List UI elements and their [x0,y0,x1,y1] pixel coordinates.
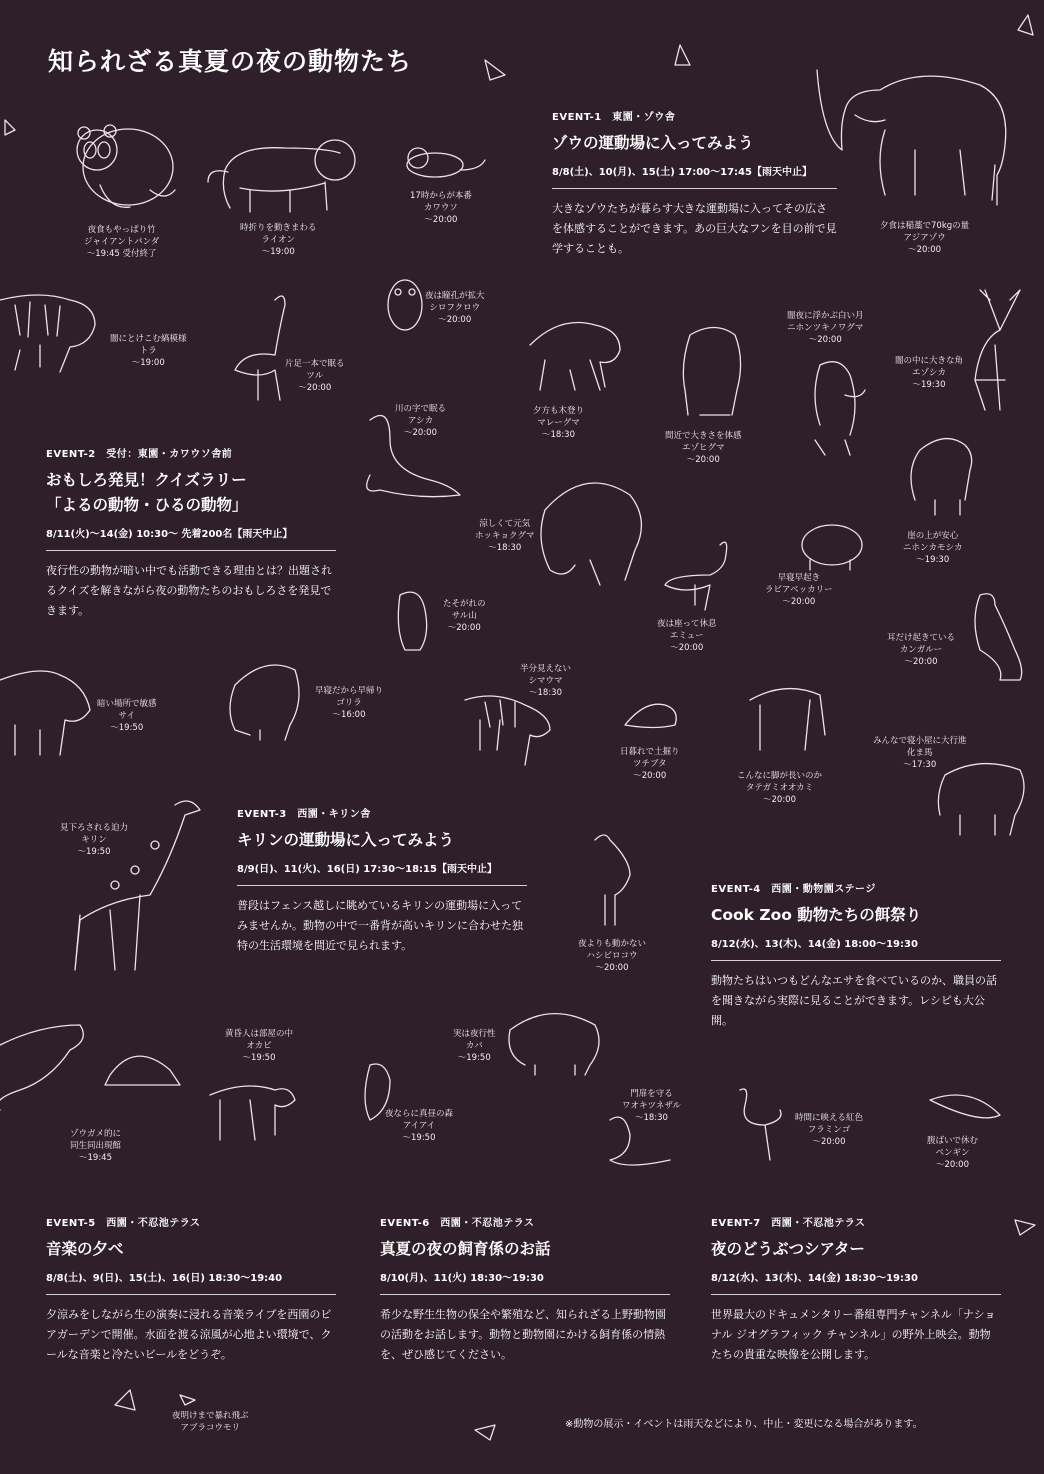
event-3 [237,805,527,956]
event-date: 8/10(月)、11(火) 18:30〜19:30 [380,1273,544,1284]
event-description: 希少な野生生物の保全や繁殖など、知られざる上野動物園の活動をお話します。動物と動物園にかける飼育係の情熱を、ぜひ感じてください。 [380,1308,666,1361]
event-tag: EVENT-6 西園・不忍池テラス [380,1218,535,1229]
tiger-icon [0,295,95,372]
rhino-icon [0,671,90,755]
event-title: 夜のどうぶつシアター [711,1240,865,1258]
crocodile-icon [0,1025,83,1110]
black-bear-icon [815,362,865,455]
elephant-icon [817,70,1006,205]
animal-label-polar-bear: 涼しくて元気 ホッキョクグマ 〜18:30 [475,519,535,553]
gorilla-icon [230,665,299,740]
serow-icon [911,439,972,515]
event-date: 8/11(火)〜14(金) 10:30〜 先着200名【雨天中止】 [46,529,293,540]
event-4 [711,880,1001,1031]
event-divider [552,188,837,189]
event-description: 世界最大のドキュメンタリー番組専門チャンネル「ナショナル ジオグラフィック チャンネル」の野外上映会。動物たちの貴重な映像を公開します。 [711,1308,996,1361]
event-7 [711,1214,1001,1365]
animal-label-shoebill: 夜よりも動かない ハシビロコウ 〜20:00 [578,939,647,973]
animal-label-ring-tailed-lemur: 門扉を守る ワオキツネザル 〜18:30 [622,1089,681,1123]
event-title: 音楽の夕べ [46,1240,124,1258]
animal-label-zebra: 半分見えない シマウマ 〜18:30 [520,664,572,698]
animal-label-tortoise: ゾウガメ的に 同生同出現館 〜19:45 [70,1129,122,1163]
animal-label-monkey-mountain: たそがれの サル山 〜20:00 [443,599,486,633]
event-tag: EVENT-3 西園・キリン舎 [237,809,371,820]
animal-label-penguin: 腹ばいで休む ペンギン 〜20:00 [927,1136,979,1170]
animal-label-giraffe: 見下ろされる迫力 キリン 〜19:50 [60,823,129,857]
hippo-icon [509,1014,599,1075]
owl-icon [388,280,422,330]
event-5 [46,1214,336,1365]
event-2 [46,445,336,621]
zebra-icon [465,696,550,765]
panda-icon [77,125,175,207]
animal-label-ezo-deer: 闇の中に大きな角 エゾシカ 〜19:30 [895,356,964,390]
event-description: 夕涼みをしながら生の演奏に浸れる音楽ライブを西園のビアガーデンで開催。水面を渡る涼風が心地よい環境で、クールな音楽と冷たいビールをどうぞ。 [46,1308,332,1361]
animal-label-gorilla: 早寝だから早帰り ゴリラ 〜16:00 [315,686,384,720]
animal-label-flamingo: 時間に映える紅色 フラミンゴ 〜20:00 [795,1113,864,1147]
event-date: 8/12(水)、13(木)、14(金) 18:30〜19:30 [711,1273,918,1284]
animal-label-serow: 崖の上が安心 ニホンカモシカ 〜19:30 [903,531,963,565]
crane-icon [235,296,285,400]
animal-label-black-bear: 闇夜に浮かぶ白い月 ニホンツキノワグマ 〜20:00 [787,311,864,345]
wombat-icon [802,525,862,570]
animal-label-otter: 17時からが本番 カワウソ 〜20:00 [410,191,472,225]
event-date: 8/12(水)、13(木)、14(金) 18:00〜19:30 [711,939,918,950]
event-1 [552,108,837,259]
animal-label-asian-elephant: 夕食は稲藁で70kgの量 アジアゾウ 〜20:00 [880,221,970,255]
animal-label-bat: 夜明けまで暴れ飛ぶ アブラコウモリ [172,1411,249,1433]
event-date: 8/8(土)、10(月)、15(土) 17:00〜17:45【雨天中止】 [552,167,812,178]
event-title: キリンの運動場に入ってみよう [237,831,455,849]
event-tag: EVENT-2 受付：東園・カワウソ舎前 [46,449,233,460]
animal-label-snowy-owl: 夜は瞳孔が拡大 シロフクロウ 〜20:00 [425,291,485,325]
event-6 [380,1214,670,1365]
lemur-icon [610,1117,670,1165]
event-title: ゾウの運動場に入ってみよう [552,134,754,152]
event-date: 8/9(日)、11(火)、16(日) 17:30〜18:15【雨天中止】 [237,864,497,875]
tortoise-icon [105,1056,180,1085]
event-description: 大きなゾウたちが暮らす大きな運動場に入ってその広さを体感することができます。あの巨大なフンを目の前で見学することも。 [552,202,837,255]
polar-bear-icon [541,483,641,585]
animal-label-rhino: 暗い場所で敏感 サイ 〜19:50 [97,699,157,733]
horse-icon [938,764,1024,835]
event-description: 普段はフェンス越しに眺めているキリンの運動場に入ってみませんか。動物の中で一番背が高いキリンに合わせた独特の生活環境を間近で見られます。 [237,899,523,952]
animal-label-crane: 片足一本で眠る ツル 〜20:00 [285,359,345,393]
monkey-icon [398,592,426,650]
animal-label-tiger: 闇にとけこむ縞模様 トラ 〜19:00 [110,334,187,368]
event-description: 動物たちはいつもどんなエサを食べているのか、職員の話を聞きながら実際に見ることができます。レシピも大公開。 [711,974,997,1027]
emu-icon [665,542,727,610]
event-divider [711,1294,1001,1295]
event-date: 8/8(土)、9(日)、15(土)、16(日) 18:30〜19:40 [46,1273,283,1284]
event-description: 夜行性の動物が暗い中でも活動できる理由とは？出題されるクイズを解きながら夜の動物たちのおもしろさを発見できます。 [46,564,332,617]
animal-label-kangaroo: 耳だけ起きている カンガルー 〜20:00 [887,633,956,667]
animal-label-aardvark: 日暮れで土掘り ツチブタ 〜20:00 [620,747,680,781]
animal-label-maned-wolf: こんなに脚が長いのか タテガミオオカミ 〜20:00 [737,771,823,805]
event-divider [380,1294,670,1295]
maned-wolf-icon [750,689,825,750]
animal-label-lion: 時折りを動きまわる ライオン 〜19:00 [240,223,317,257]
animal-label-aye-aye: 夜ならに真昼の森 アイアイ 〜19:50 [385,1109,454,1143]
brown-bear-icon [683,328,740,416]
footer-note: ※動物の展示・イベントは雨天などにより、中止・変更になる場合があります。 [565,1419,923,1430]
animal-label-giant-panda: 夜食もやっぱり竹 ジャイアントパンダ 〜19:45 受付終了 [84,225,160,259]
event-title: 真夏の夜の飼育係のお話 [380,1240,551,1258]
event-divider [46,1294,336,1295]
animal-label-wombat: 早寝早起き ラビアベッカリー 〜20:00 [765,573,833,607]
okapi-icon [210,1086,295,1140]
aardvark-icon [625,704,676,727]
animal-label-okapi: 黄昏人は部屋の中 オカピ 〜19:50 [225,1029,294,1063]
page-title: 知られざる真夏の夜の動物たち [48,47,413,76]
event-divider [46,550,336,551]
kangaroo-icon [975,594,1022,680]
event-tag: EVENT-5 西園・不忍池テラス [46,1218,201,1229]
event-title-line2: 「よるの動物・ひるの動物」 [46,496,248,514]
animal-label-sun-bear: 夕方も木登り マレーグマ 〜18:30 [533,406,585,440]
penguin-icon [930,1095,1000,1118]
event-divider [237,885,527,886]
animal-label-hippo: 実は夜行性 カバ 〜19:50 [453,1029,496,1063]
animal-label-ezo-brown-bear: 間近で大きさを体感 エゾヒグマ 〜20:00 [665,431,742,465]
event-tag: EVENT-1 東園・ゾウ舎 [552,112,676,123]
lion-icon [208,140,355,212]
animal-label-emu: 夜は座って休息 エミュー 〜20:00 [657,619,717,653]
event-tag: EVENT-4 西園・動物園ステージ [711,884,876,895]
deer-icon [975,290,1020,410]
event-divider [711,960,1001,961]
animal-label-horse: みんなで寝小屋に大行進 化ま馬 〜17:30 [873,736,967,770]
event-title: おもしろ発見！クイズラリー [46,471,247,489]
event-tag: EVENT-7 西園・不忍池テラス [711,1218,866,1229]
flamingo-icon [740,1089,781,1160]
shoebill-icon [595,835,630,925]
animal-label-sea-lion: 川の字で眠る アシカ 〜20:00 [395,404,447,438]
event-title: Cook Zoo 動物たちの餌祭り [711,906,922,924]
malayan-bear-icon [530,323,620,391]
otter-icon [407,148,485,177]
